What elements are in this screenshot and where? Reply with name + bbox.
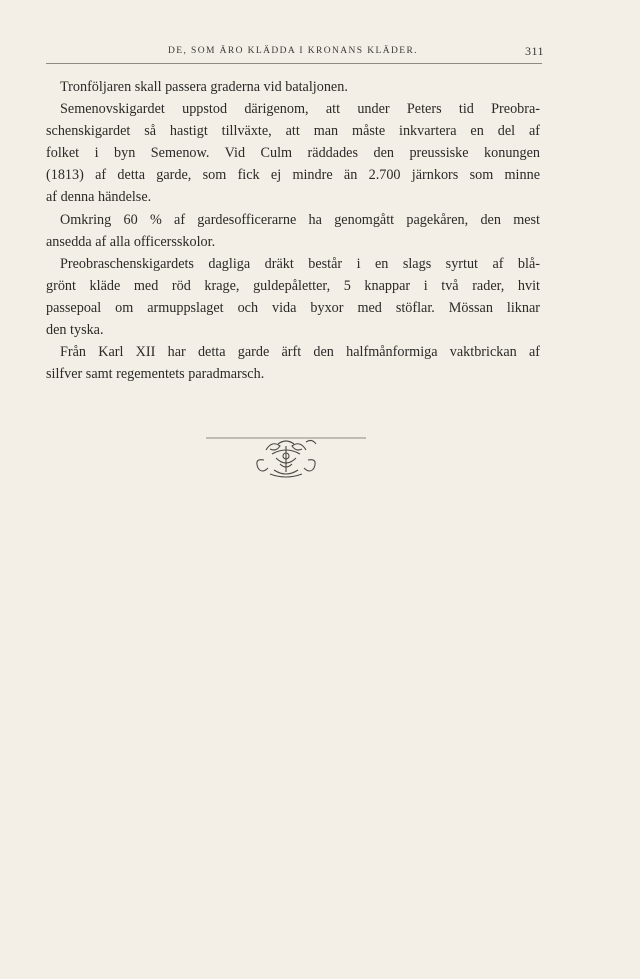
body-text [46,76,540,385]
page-number: 311 [524,44,544,58]
running-title: DE, SOM ÄRO KLÄDDA I KRONANS KLÄDER. [168,46,418,56]
text-line: ansedda af alla officersskolor. [46,233,216,250]
text-line: schenskigardet så hastigt tillväxte, att man måste inkvartera en del af [46,123,540,140]
text-line: passepoal om armuppslaget och vida byxor med stöflar. Mössan liknar [46,299,540,316]
header-rule [46,63,542,64]
text-line: Semenovskigardet uppstod därigenom, att under Peters tid Preobra- [60,101,540,118]
text-line: Tronföljaren skall passera graderna vid bataljonen. [60,79,348,95]
text-line: silfver samt regementets paradmarsch. [46,366,265,383]
text-line: den tyska. [46,322,104,339]
text-line: (1813) af detta garde, som fick ej mindre än 2.700 järnkors som minne [46,167,540,184]
fleuron-ornament-icon [206,432,366,484]
text-line: folket i byn Semenow. Vid Culm räddades den preussiske konungen [46,145,540,162]
text-line: Från Karl XII har detta garde ärft den halfmånformiga vaktbrickan af [60,344,540,361]
text-line: af denna händelse. [46,189,152,206]
text-line: grönt kläde med röd krage, guldepåletter, 5 knappar i två rader, hvit [46,277,540,294]
text-line: Preobraschenskigardets dagliga dräkt består i en slags syrtut af blå- [60,255,540,272]
text-line: Omkring 60 % af gardesofficerarne ha genomgått pagekåren, den mest [60,211,540,228]
